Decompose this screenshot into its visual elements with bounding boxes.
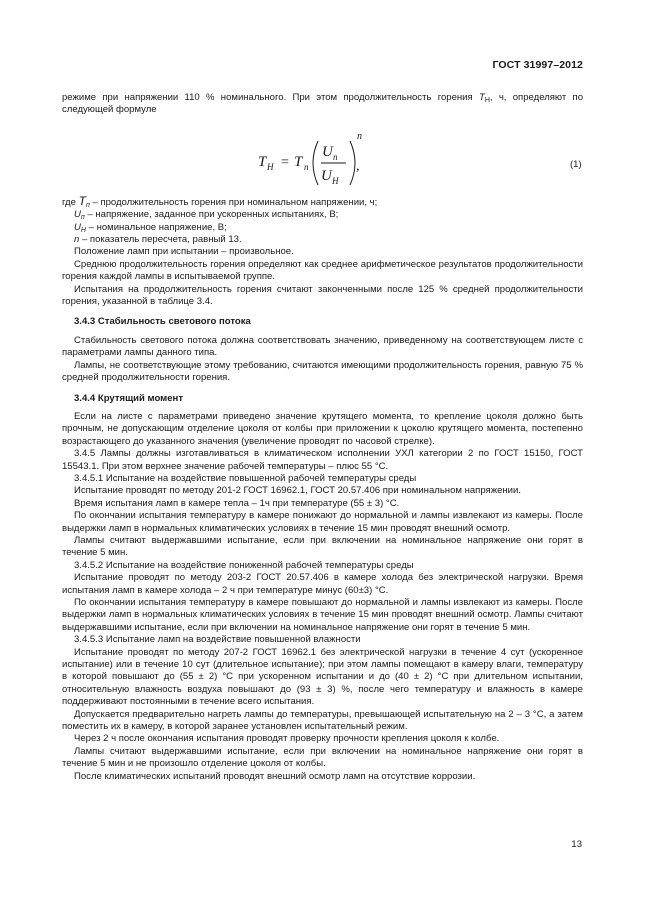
- definition-text: – показатель пересчета, равный 13.: [79, 234, 242, 246]
- paragraph: 3.4.5 Лампы должны изготавливаться в климатическом исполнении УХЛ категории 2 по ГОСТ 15150, ГОСТ 15543.1. При этом верхнее значение рабочей температуры – плюс 55 °С.: [62, 448, 583, 472]
- formula-right-paren: [350, 141, 355, 185]
- definition-text: – продолжительность горения при номинальном напряжении, ч;: [89, 196, 378, 208]
- formula-number: (1): [570, 158, 582, 170]
- paragraph: Испытание проводят по методу 203-2 ГОСТ 20.57.406 в камере холода без электрической нагрузки. Время испытания ламп в камере холода – 2 ч при температуре минус (60±3) °С.: [62, 572, 583, 596]
- paragraph: По окончании испытания температуру в камере понижают до нормальной и лампы извлекают из камеры. После выдержки ламп в нормальных климатических условиях в течение 15 мин проводят внешний осмотр.: [62, 510, 583, 534]
- paragraph: Время испытания ламп в камере тепла – 1ч при температуре (55 ± 3) °С.: [74, 497, 400, 509]
- definition-symbol-sub: п: [85, 201, 90, 209]
- formula-numerator: U: [322, 143, 333, 160]
- formula-tp-sub: п: [304, 161, 309, 172]
- paragraph: Лампы, не соответствующие этому требованию, считаются имеющими продолжительность горения, равную 75 % средней продолжительности горения.: [62, 359, 583, 384]
- formula-numerator-sub: п: [333, 151, 338, 162]
- intro-text-1: режиме при напряжении 110 % номинального. При этом продолжительность горения: [62, 92, 473, 103]
- definition-item: [62, 234, 583, 246]
- paragraph: Среднюю продолжительность горения определяют как среднее арифметическое результатов продолжительности горения каждой лампы в испытываемой группе.: [62, 258, 583, 283]
- paragraph: Испытания на продолжительность горения считают законченными после 125 % средней продолжительности горения, указанной в таблице 3.4.: [62, 283, 583, 308]
- formula-denominator-sub: H: [332, 175, 339, 186]
- formula-lhs: T: [258, 153, 267, 170]
- definition-symbol: T: [78, 193, 86, 208]
- formula-left-paren: [313, 141, 318, 185]
- formula-graphic: [62, 121, 583, 193]
- formula-comma: ,: [356, 158, 360, 174]
- intro-symbol: T: [478, 92, 485, 103]
- definition-item: [62, 209, 583, 221]
- paragraph: Через 2 ч после окончания испытания проводят проверку прочности крепления цоколя к колбе.: [74, 733, 500, 745]
- symbol-definitions: [62, 195, 583, 259]
- definitions-lead: где: [62, 196, 76, 208]
- intro-symbol-sub: H: [484, 97, 490, 104]
- paragraph: После климатических испытаний проводят внешний осмотр ламп на отсутствие коррозии.: [74, 770, 476, 782]
- definition-text: – напряжение, заданное при ускоренных испытаниях, В;: [84, 209, 339, 221]
- paragraph: Испытание проводят по методу 201-2 ГОСТ 16962.1, ГОСТ 20.57.406 при номинальном напряжении.: [74, 485, 522, 497]
- intro-text-2: , ч, определяют по следующей формуле: [62, 92, 584, 116]
- definition-symbol: U: [74, 209, 81, 221]
- formula-tp: T: [294, 153, 303, 170]
- subsection-title: 3.4.5.3 Испытание ламп на воздействие повышенной влажности: [74, 634, 361, 646]
- definition-item: [62, 195, 583, 209]
- intro-paragraph: [62, 92, 583, 117]
- paragraph: Лампы считают выдержавшими испытание, если при включении на номинальное напряжение они горят в течение 5 мин.: [62, 534, 583, 559]
- paragraph: Допускается предварительно нагреть лампы до температуры, превышающей испытательную на 2 – 3 °С, а затем поместить их в камеру, в которой заранее установлен испытательный режим.: [62, 708, 583, 733]
- subsection-title: 3.4.5.2 Испытание на воздействие пониженной рабочей температуры среды: [74, 559, 414, 571]
- paragraph: Если на листе с параметрами приведено значение крутящего момента, то крепление цоколя должно быть прочным, не допускающим отделение цоколя от колбы при приложении к цоколю крутящего момента, постепенно возрастающего до указанного значения (увеличение проводят по часовой стрелке).: [62, 410, 583, 447]
- definition-symbol: U: [74, 221, 81, 233]
- paragraph: Стабильность светового потока должна соответствовать значению, приведенному на соответствующем листе с параметрами лампы данного типа.: [62, 334, 583, 359]
- page-body: [62, 92, 583, 783]
- formula-exponent: n: [357, 130, 362, 142]
- subsection-title: 3.4.5.1 Испытание на воздействие повышенной рабочей температуры среды: [74, 472, 417, 484]
- section-heading-3-4-4: 3.4.4 Крутящий момент: [74, 392, 183, 404]
- definition-symbol-sub: H: [80, 226, 86, 234]
- definition-symbol-sub: п: [80, 214, 85, 222]
- formula-block: [62, 121, 583, 193]
- paragraph: Лампы считают выдержавшими испытание, если при включении на номинальное напряжение они горят в течение 5 мин и не произошло отделение цоколя от колбы.: [62, 745, 583, 770]
- section-heading-3-4-3: 3.4.3 Стабильность светового потока: [74, 316, 251, 328]
- definition-text: – номинальное напряжение, В;: [85, 221, 227, 233]
- position-note: Положение ламп при испытании – произвольное.: [74, 246, 294, 258]
- paragraph: По окончании испытания температуру в камере повышают до нормальной и лампы извлекают из камеры. После выдержки ламп в нормальных климатических условиях в течение 15 мин проводят внешний осмотр. Лампы считают выдержавшими испытание, если при включении на номинальное напряжение они горят в течение 5 мин.: [62, 597, 583, 633]
- formula-lhs-sub: H: [267, 161, 274, 172]
- standard-number: ГОСТ 31997–2012: [492, 59, 583, 71]
- definition-symbol: n: [74, 234, 80, 246]
- formula-denominator: U: [321, 167, 332, 184]
- formula-equals: =: [281, 154, 289, 170]
- definition-item: [62, 222, 583, 234]
- paragraph: Испытание проводят по методу 207-2 ГОСТ 16962.1 без электрической нагрузки в течение 4 сут (ускоренное испытание) или в течение 10 сут (длительное испытание); при этом лампы помещают в камеру влаги, температуру в которой повышают до (55 ± 2) °С при ускоренном испытании и до (40 ± 2) °С при длительном испытании, относительную влажность воздуха повышают до (93 ± 3) %, после чего температуру и влажность в камере поддерживают постоянными в течение всего испытания.: [62, 646, 583, 708]
- page-number: 13: [571, 839, 582, 850]
